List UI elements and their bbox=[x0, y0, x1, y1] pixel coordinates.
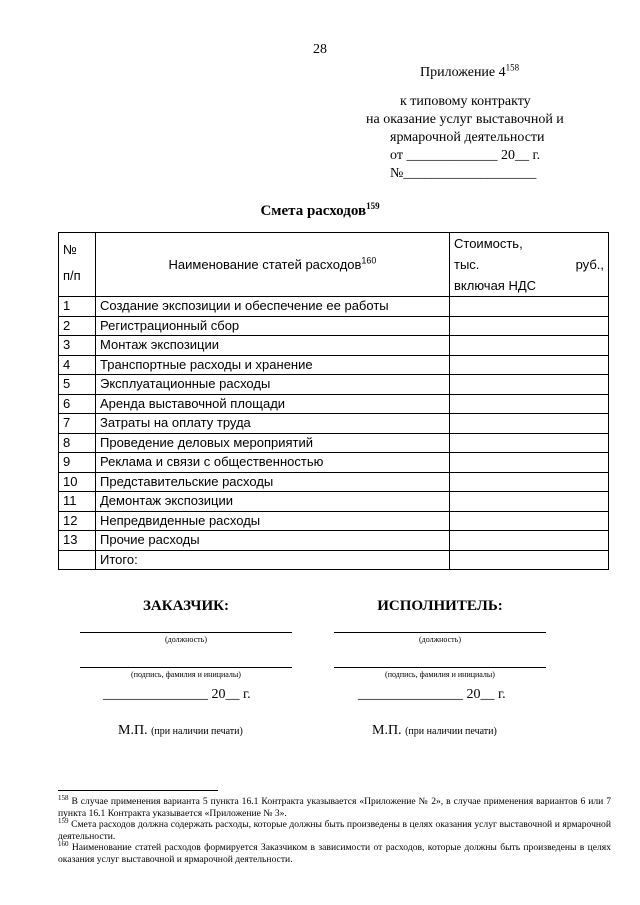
header-cost-line1: Стоимость, bbox=[454, 236, 523, 251]
row-cost-cell[interactable] bbox=[450, 453, 609, 473]
row-cost-cell[interactable] bbox=[450, 492, 609, 512]
appendix-title bbox=[360, 64, 610, 82]
row-number: 8 bbox=[59, 433, 96, 453]
appendix-title-text: Приложение 4 bbox=[420, 65, 506, 80]
contractor-position-caption: (должность) bbox=[419, 635, 461, 644]
table-row bbox=[59, 414, 609, 434]
row-number: 10 bbox=[59, 472, 96, 492]
footnote-160 bbox=[58, 839, 611, 865]
table-row bbox=[59, 316, 609, 336]
row-cost-cell[interactable] bbox=[450, 414, 609, 434]
document-title bbox=[0, 203, 640, 220]
row-name: Эксплуатационные расходы bbox=[96, 375, 450, 395]
customer-date-year: 20__ г. bbox=[211, 687, 251, 702]
footnote-158-num: 158 bbox=[58, 793, 69, 802]
footnote-160-num: 160 bbox=[58, 839, 69, 848]
appendix-title-sup: 158 bbox=[505, 62, 520, 73]
appendix-date bbox=[390, 147, 540, 165]
header-cost-line3: включая НДС bbox=[454, 278, 537, 293]
row-number: 1 bbox=[59, 297, 96, 317]
row-name: Монтаж экспозиции bbox=[96, 336, 450, 356]
row-name: Аренда выставочной площади bbox=[96, 394, 450, 414]
appendix-date-year: 20__ г. bbox=[500, 148, 541, 163]
appendix-date-blank: _____________ bbox=[406, 148, 498, 163]
document-title-sup: 159 bbox=[366, 201, 380, 211]
row-name: Представительские расходы bbox=[96, 472, 450, 492]
header-cost-line2b: руб., bbox=[575, 257, 604, 272]
table-total-row bbox=[59, 550, 609, 570]
header-num-line2: п/п bbox=[63, 268, 81, 283]
appendix-line1: к типовому контракту bbox=[400, 94, 531, 109]
row-number: 6 bbox=[59, 394, 96, 414]
row-name: Регистрационный сбор bbox=[96, 316, 450, 336]
row-cost-cell[interactable] bbox=[450, 297, 609, 317]
row-number: 13 bbox=[59, 531, 96, 551]
total-cost-cell[interactable] bbox=[450, 550, 609, 570]
customer-date-blank: _______________ bbox=[103, 687, 208, 702]
table-row bbox=[59, 453, 609, 473]
row-number: 4 bbox=[59, 355, 96, 375]
row-number: 3 bbox=[59, 336, 96, 356]
footnote-159 bbox=[58, 816, 611, 842]
contractor-seal-note: (при наличии печати) bbox=[405, 726, 497, 737]
contractor-heading: ИСПОЛНИТЕЛЬ: bbox=[377, 598, 503, 614]
table-row bbox=[59, 492, 609, 512]
footnote-158 bbox=[58, 793, 611, 819]
customer-seal-note: (при наличии печати) bbox=[151, 726, 243, 737]
document-title-text: Смета расходов bbox=[260, 203, 367, 219]
contractor-seal bbox=[372, 723, 497, 739]
table-row bbox=[59, 531, 609, 551]
header-cost-line2 bbox=[454, 254, 604, 275]
row-cost-cell[interactable] bbox=[450, 394, 609, 414]
row-name: Проведение деловых мероприятий bbox=[96, 433, 450, 453]
estimate-table bbox=[58, 232, 609, 570]
footnote-159-text: Смета расходов должна содержать расходы, которые должны быть произведены в целях оказания услуг выставочной и ярмарочной деятельности. bbox=[58, 819, 611, 842]
row-number: 12 bbox=[59, 511, 96, 531]
appendix-block bbox=[360, 64, 610, 82]
header-num bbox=[59, 233, 96, 297]
row-cost-cell[interactable] bbox=[450, 433, 609, 453]
row-cost-cell[interactable] bbox=[450, 375, 609, 395]
appendix-number-blank: ___________________ bbox=[403, 166, 537, 181]
customer-seal-label: М.П. bbox=[118, 723, 148, 738]
row-number: 9 bbox=[59, 453, 96, 473]
row-number: 7 bbox=[59, 414, 96, 434]
row-name: Реклама и связи с общественностью bbox=[96, 453, 450, 473]
row-name: Демонтаж экспозиции bbox=[96, 492, 450, 512]
row-name: Непредвиденные расходы bbox=[96, 511, 450, 531]
row-number: 5 bbox=[59, 375, 96, 395]
table-row bbox=[59, 433, 609, 453]
row-name: Прочие расходы bbox=[96, 531, 450, 551]
total-label: Итого: bbox=[96, 550, 450, 570]
row-cost-cell[interactable] bbox=[450, 531, 609, 551]
header-cost bbox=[450, 233, 609, 297]
table-header-row bbox=[59, 233, 609, 297]
table-row bbox=[59, 472, 609, 492]
footnote-158-text: В случае применения варианта 5 пункта 16.1 Контракта указывается «Приложение № 2», в случае применения вариантов 6 или 7 пункта 16.1 Контракта указывается «Приложение № 3». bbox=[58, 796, 611, 819]
contractor-date-year: 20__ г. bbox=[466, 687, 506, 702]
contractor-signature-caption: (подпись, фамилия и инициалы) bbox=[385, 670, 495, 679]
appendix-date-prefix: от bbox=[390, 148, 403, 163]
footnotes bbox=[58, 793, 611, 865]
contractor-date bbox=[358, 687, 506, 703]
row-name: Транспортные расходы и хранение bbox=[96, 355, 450, 375]
row-name: Создание экспозиции и обеспечение ее работы bbox=[96, 297, 450, 317]
appendix-line2: на оказание услуг выставочной и bbox=[366, 112, 564, 127]
footnote-159-num: 159 bbox=[58, 816, 69, 825]
row-cost-cell[interactable] bbox=[450, 355, 609, 375]
footnote-divider bbox=[58, 790, 218, 791]
row-cost-cell[interactable] bbox=[450, 511, 609, 531]
contractor-signature-line[interactable] bbox=[334, 667, 546, 668]
header-name bbox=[96, 233, 450, 297]
total-number bbox=[59, 550, 96, 570]
row-number: 11 bbox=[59, 492, 96, 512]
customer-heading: ЗАКАЗЧИК: bbox=[143, 598, 229, 614]
header-cost-line2a: тыс. bbox=[454, 257, 480, 272]
row-cost-cell[interactable] bbox=[450, 472, 609, 492]
customer-date bbox=[103, 687, 251, 703]
customer-signature-caption: (подпись, фамилия и инициалы) bbox=[131, 670, 241, 679]
customer-position-caption: (должность) bbox=[165, 635, 207, 644]
row-name: Затраты на оплату труда bbox=[96, 414, 450, 434]
contractor-position-line[interactable] bbox=[334, 632, 546, 633]
table-row bbox=[59, 336, 609, 356]
table-row bbox=[59, 355, 609, 375]
appendix-number-label: № bbox=[390, 166, 404, 181]
header-num-line1: № bbox=[63, 242, 77, 257]
row-number: 2 bbox=[59, 316, 96, 336]
header-name-text: Наименование статей расходов bbox=[168, 257, 362, 272]
table-body bbox=[59, 297, 609, 570]
customer-seal bbox=[118, 723, 243, 739]
row-cost-cell[interactable] bbox=[450, 316, 609, 336]
contractor-seal-label: М.П. bbox=[372, 723, 402, 738]
appendix-line3: ярмарочной деятельности bbox=[390, 130, 545, 145]
table-row bbox=[59, 511, 609, 531]
appendix-number bbox=[390, 165, 536, 183]
row-cost-cell[interactable] bbox=[450, 336, 609, 356]
customer-signature-line[interactable] bbox=[80, 667, 292, 668]
header-name-sup: 160 bbox=[361, 255, 377, 266]
table-row bbox=[59, 375, 609, 395]
footnote-160-text: Наименование статей расходов формируется Заказчиком в зависимости от расходов, которые должны быть произведены в целях оказания услуг выставочной и ярмарочной деятельности. bbox=[58, 842, 611, 865]
page-number: 28 bbox=[313, 42, 327, 57]
contractor-date-blank: _______________ bbox=[358, 687, 463, 702]
customer-position-line[interactable] bbox=[80, 632, 292, 633]
table-row bbox=[59, 297, 609, 317]
table-row bbox=[59, 394, 609, 414]
